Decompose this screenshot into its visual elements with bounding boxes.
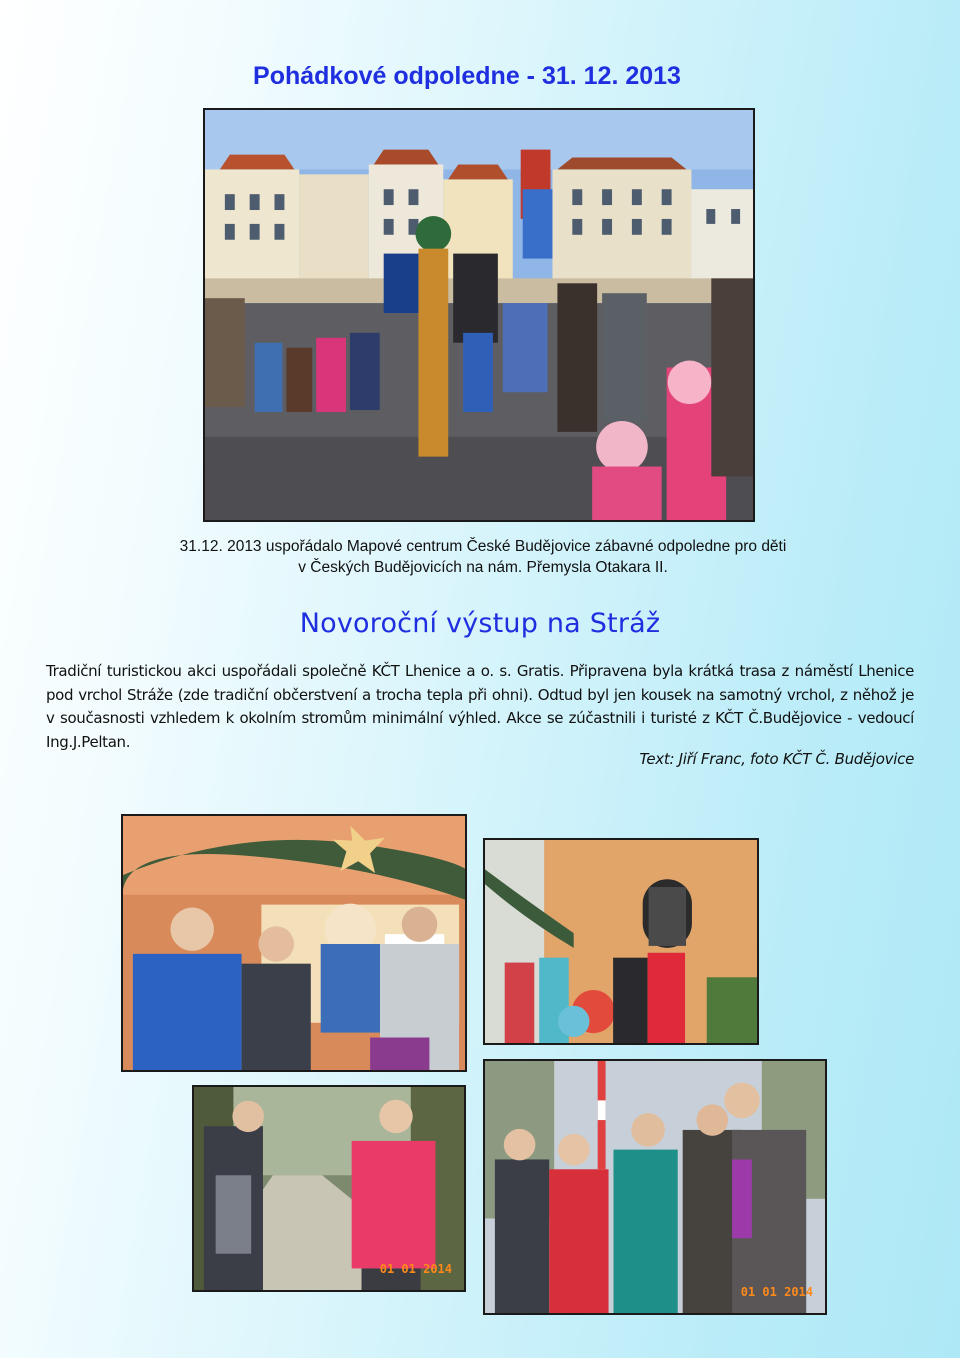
caption-line-2: v Českých Budějovicích na nám. Přemysla Otakara II.: [298, 559, 668, 576]
photo-hilltop-image: [485, 1061, 825, 1313]
caption-line-1: 31.12. 2013 uspořádalo Mapové centrum České Budějovice zábavné odpoledne pro děti: [179, 538, 787, 555]
photo-nativity-group: [121, 814, 467, 1072]
photo-hilltop-group: [483, 1059, 827, 1315]
photo-caption: [160, 536, 806, 578]
photo-forest-image: [194, 1087, 464, 1290]
page-title: Pohádkové odpoledne - 31. 12. 2013: [253, 62, 681, 90]
article-paragraph: Tradiční turistickou akci uspořádali společně KČT Lhenice a o. s. Gratis. Připravena byla krátká trasa z náměstí Lhenice pod vrchol Stráže (zde tradiční občerstvení a trocha tepla při ohni). Odtud byl jen kousek na samotný vrchol, z něhož je v současnosti vzhledem k okolním stromům minimální výhled. Akce se zúčastnili i turisté z KČT Č.Budějovice - vedoucí Ing.J.Peltan.: [46, 662, 914, 751]
photo-date-stamp-2: 01 01 2014: [740, 1285, 813, 1299]
photo-church-group: [483, 838, 759, 1045]
photo-date-stamp: 01 01 2014: [379, 1262, 452, 1276]
photo-forest-path: [192, 1085, 466, 1292]
photo-church-image: [485, 840, 757, 1043]
section-title: Novoroční výstup na Stráž: [299, 608, 661, 639]
photo-credit: Text: Jiří Franc, foto KČT Č. Budějovice: [639, 750, 914, 768]
photo-nativity-image: [123, 816, 465, 1070]
photo-town-square-group: [203, 108, 755, 522]
photo-town-square-image: [205, 110, 753, 520]
